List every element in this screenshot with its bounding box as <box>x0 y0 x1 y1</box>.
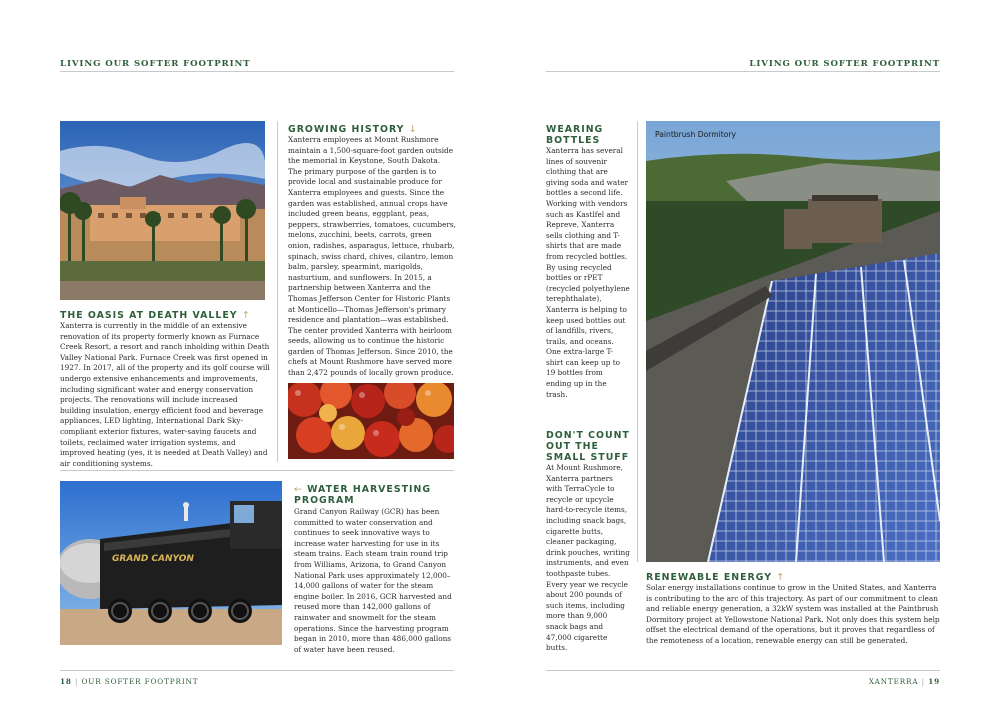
page-number-left: 18 <box>60 677 72 686</box>
oasis-heading <box>60 310 251 321</box>
footer-separator-left: | <box>75 677 79 686</box>
oasis-body: Xanterra is currently in the middle of an extensive renovation of its property formerly known as Furnace Creek Resort, a resort and ranch inholding within Death Valley National Park. Furnace Creek was first opened in 1927. In 2017, all of the property and its golf course will undergo extensive enhancements and improvements, including significant water and energy conservation projects. The renovations will include increased building insulation, energy efficient food and beverage appliances, LED lighting, International Dark Sky-compliant exterior fixtures, water-saving faucets and toilets, reclaimed water irrigation systems, and improved heating (yes, it is needed at Death Valley) and air conditioning systems. <box>60 321 270 468</box>
photo-label: Paintbrush Dormitory <box>655 130 736 139</box>
small-stuff-heading-line1: DON'T COUNT <box>546 430 630 441</box>
train-illustration <box>60 481 282 645</box>
renewable-heading-text: RENEWABLE ENERGY <box>646 572 772 583</box>
header-rule-right <box>546 71 940 72</box>
bottles-body: Xanterra has several lines of souvenir clothing that are giving soda and water bottles a second life. Working with vendors such as Kastlfel and Repreve, Xanterra sells clothing and T-shirts that are made from recycled bottles. By using recycled bottles or rPET (recycled polyethylene terephthalate), Xanterra is helping to keep used bottles out of landfills, rivers, trails, and oceans. One extra-large T-shirt can keep up to 19 bottles from ending up in the trash. <box>546 146 630 399</box>
water-heading-line1: WATER HARVESTING <box>307 484 432 495</box>
water-heading-line2: PROGRAM <box>294 495 355 506</box>
solar-illustration <box>646 121 940 562</box>
growing-body: Xanterra employees at Mount Rushmore maintain a 1,500-square-foot garden outside the memorial in Keystone, South Dakota. The primary purpose of the garden is to provide local and sustainable produce for Xanterra employees and guests. Since the garden was established, annual crops have included green beans, eggplant, peas, peppers, strawberries, tomatoes, cucumbers, melons, zucchini, beets, carrots, green onion, radishes, asparagus, lettuce, rhubarb, spinach, swiss chard, chives, cilantro, lemon balm, parsley, spearmint, marigolds, nasturtium, and sunflowers. In 2015, a partnership between Xanterra and the Thomas Jefferson Center for Historic Plants at Monticello—Thomas Jefferson's primary residence and plantation—was established. The center provided Xanterra with heirloom seeds, allowing us to continue the historic garden of Thomas Jefferson. Since 2010, the chefs at Mount Rushmore have served more than 2,472 pounds of locally grown produce. <box>288 135 456 378</box>
footer-label-left: OUR SOFTER FOOTPRINT <box>81 677 199 686</box>
footer-rule-right <box>546 670 940 671</box>
train-lettering: GRAND CANYON <box>112 554 194 564</box>
water-heading <box>294 484 431 506</box>
oasis-illustration <box>60 121 265 300</box>
tomatoes-photo <box>288 383 454 459</box>
train-photo <box>60 481 282 645</box>
renewable-body: Solar energy installations continue to grow in the United States, and Xanterra is contributing to the arc of this trajectory. As part of our commitment to clean and reliable energy generation, a 32kW system was installed at the Paintbrush Dormitory project at Yellowstone National Park. Not only does this system help offset the electrical demand of the operations, but it proves that regardless of the remoteness of a location, renewable energy can still be generated. <box>646 583 940 645</box>
arrow-up-icon: ↑ <box>776 572 786 583</box>
running-head-left: LIVING OUR SOFTER FOOTPRINT <box>60 59 251 69</box>
running-head-right: LIVING OUR SOFTER FOOTPRINT <box>749 59 940 69</box>
section-rule-left <box>60 470 454 471</box>
arrow-up-icon: ↑ <box>241 310 251 321</box>
arrow-down-icon: ↓ <box>408 124 418 135</box>
footer-left <box>60 677 198 686</box>
column-divider-right <box>637 121 638 562</box>
growing-heading-text: GROWING HISTORY <box>288 124 405 135</box>
footer-rule-left <box>60 670 454 671</box>
footer-separator-right: | <box>921 677 925 686</box>
solar-photo <box>646 121 940 562</box>
small-stuff-heading <box>546 430 630 463</box>
bottles-heading-line1: WEARING <box>546 124 604 135</box>
bottles-heading-line2: BOTTLES <box>546 135 601 146</box>
header-rule-left <box>60 71 454 72</box>
oasis-photo <box>60 121 265 300</box>
column-divider-left <box>277 121 278 462</box>
oasis-heading-text: THE OASIS AT DEATH VALLEY <box>60 310 238 321</box>
small-stuff-heading-line3: SMALL STUFF <box>546 452 630 463</box>
tomatoes-illustration <box>288 383 454 459</box>
small-stuff-heading-line2: OUT THE <box>546 441 599 452</box>
bottles-heading <box>546 124 603 146</box>
growing-heading <box>288 124 418 135</box>
arrow-left-icon: ← <box>294 484 303 495</box>
small-stuff-body: At Mount Rushmore, Xanterra partners with TerraCycle to recycle or upcycle hard-to-recycle items, including snack bags, cigarette butts, cleaner packaging, drink pouches, writing instruments, and even toothpaste tubes. Every year we recycle about 200 pounds of such items, including more than 9,000 snack bags and 47,000 cigarette butts. <box>546 463 630 653</box>
renewable-heading <box>646 572 785 583</box>
footer-label-right: XANTERRA <box>868 677 919 686</box>
page-number-right: 19 <box>928 677 940 686</box>
footer-right <box>869 677 940 686</box>
water-body: Grand Canyon Railway (GCR) has been committed to water conservation and continues to seek innovative ways to increase water harvesting for use in its steam trains. Each steam train round trip from Williams, Arizona, to Grand Canyon National Park uses approximately 12,000–14,000 gallons of water for the steam engine boiler. In 2016, GCR harvested and reused more than 142,000 gallons of rainwater and snowmelt for the steam operations. Since the harvesting program began in 2010, more than 486,000 gallons of water have been reused. <box>294 507 452 654</box>
